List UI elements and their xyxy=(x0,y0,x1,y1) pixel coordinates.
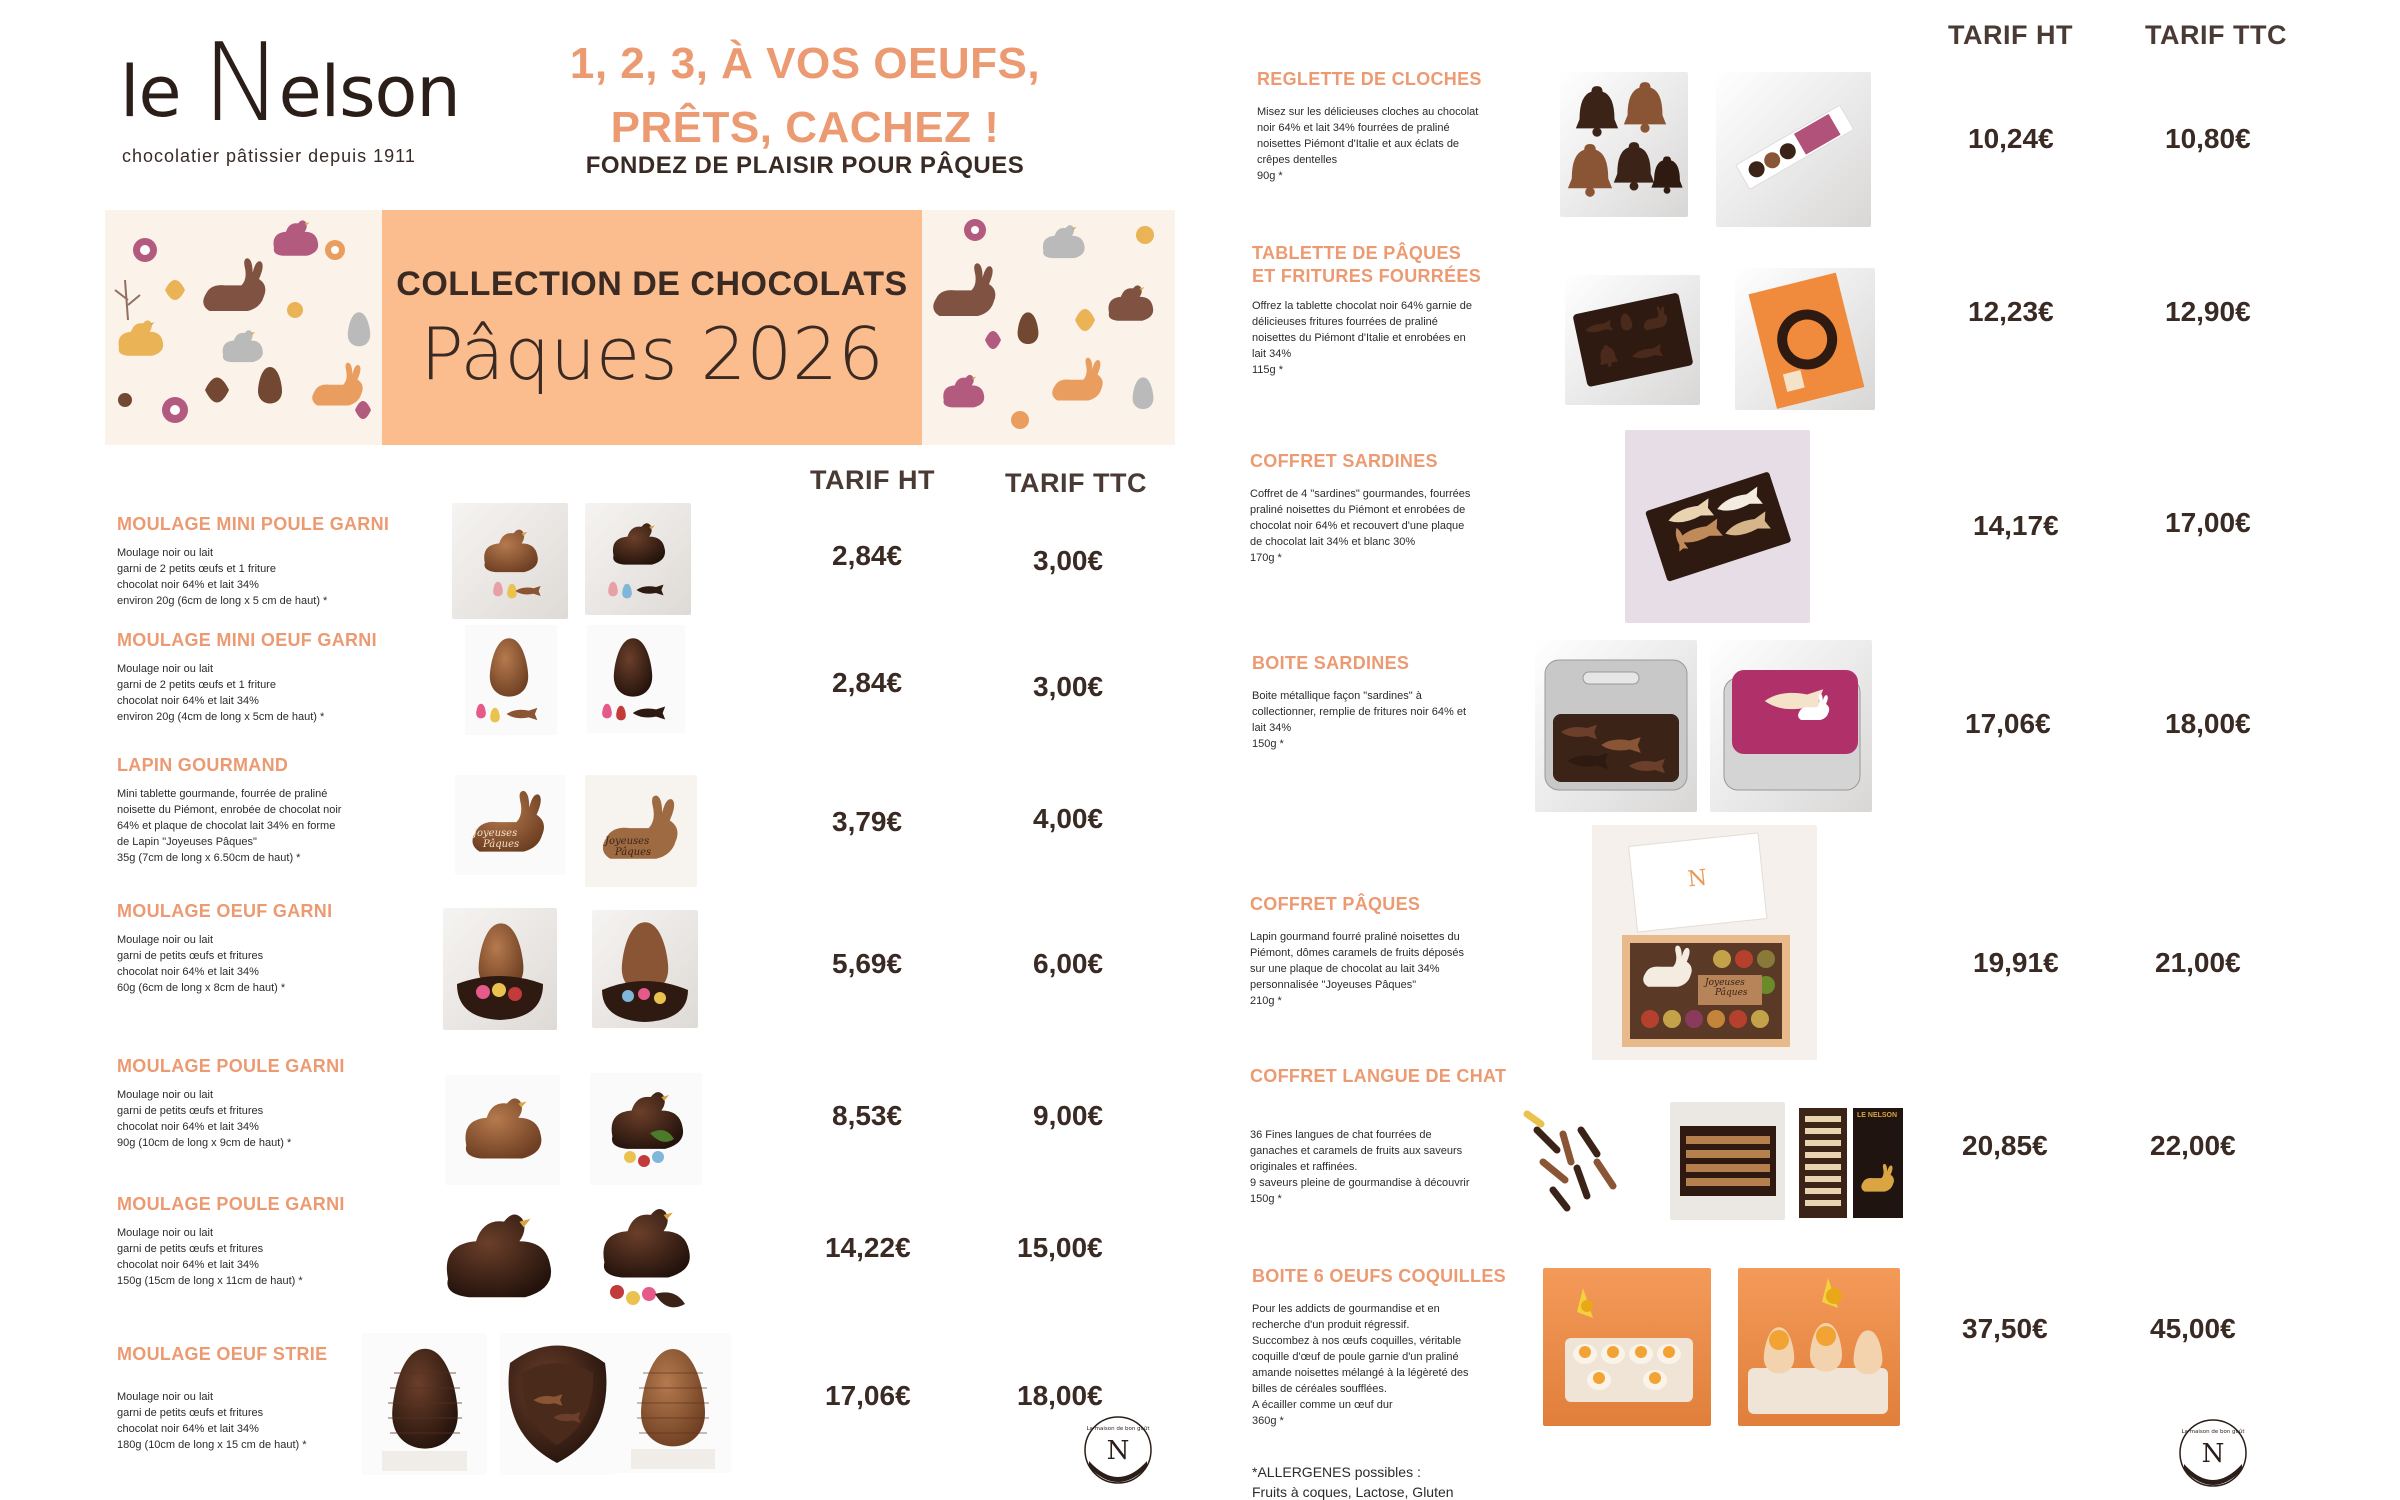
price-ttc: 4,00€ xyxy=(1033,803,1104,834)
svg-text:N: N xyxy=(1686,865,1709,893)
product-coffret-langue-de-chat xyxy=(1250,1065,1520,1208)
price-ht: 12,23€ xyxy=(1968,296,2054,327)
product-name: LAPIN GOURMAND xyxy=(117,755,289,775)
product-photo-tablette-box xyxy=(1735,268,1875,410)
product-description: Moulage noir ou lait garni de petits œufs et fritures chocolat noir 64% et lait 34% 150g (15cm de long x 11cm de haut) * xyxy=(117,1227,303,1288)
product-mini-oeuf xyxy=(117,629,447,726)
price-ttc: 10,80€ xyxy=(2165,123,2251,154)
product-name: MOULAGE OEUF GARNI xyxy=(117,901,333,921)
product-photo-langues-scattered xyxy=(1517,1100,1629,1220)
product-reglette-cloches xyxy=(1257,68,1517,185)
product-photo-hen-90g-dark xyxy=(590,1073,702,1185)
product-name: COFFRET SARDINES xyxy=(1250,451,1438,471)
product-photo-milk-egg xyxy=(465,625,557,735)
product-description: Moulage noir ou lait garni de petits œufs et fritures chocolat noir 64% et lait 34% 180g (10cm de long x 15 cm de haut) * xyxy=(117,1391,307,1452)
product-description: Moulage noir ou lait garni de petits œufs et fritures chocolat noir 64% et lait 34% 90g (10cm de long x 9cm de haut) * xyxy=(117,1089,292,1150)
price-ttc: 21,00€ xyxy=(2155,947,2241,978)
product-photo-bells-box xyxy=(1716,72,1871,227)
product-photo-hen-150g-milk xyxy=(420,1190,575,1320)
price-ht: 19,91€ xyxy=(1973,947,2059,978)
product-coffret-paques xyxy=(1250,893,1515,1010)
product-description: Moulage noir ou lait garni de 2 petits œufs et 1 friture chocolat noir 64% et lait 34% environ 20g (4cm de long x 5cm de haut) * xyxy=(117,663,325,724)
product-name: MOULAGE MINI POULE GARNI xyxy=(117,514,390,534)
price-ttc: 18,00€ xyxy=(2165,708,2251,739)
price-ttc: 18,00€ xyxy=(1017,1380,1103,1411)
product-description: Moulage noir ou lait garni de petits œufs et fritures chocolat noir 64% et lait 34% 60g (6cm de long x 8cm de haut) * xyxy=(117,934,286,995)
product-photo-coffret-paques xyxy=(1592,825,1817,1060)
product-description: Lapin gourmand fourré praliné noisettes du Piémont, dômes caramels de fruits déposés sur une plaque de chocolat au lait 34% personnalisée "Joyeuses Pâques" 210g * xyxy=(1250,931,1464,1008)
maison-seal-right xyxy=(2178,1418,2248,1488)
product-photo-egg-carton xyxy=(1543,1268,1711,1426)
product-poule-garni-90g xyxy=(117,1055,447,1152)
product-name: BOITE SARDINES xyxy=(1252,653,1410,673)
product-description: 36 Fines langues de chat fourrées de ganaches et caramels de fruits aux saveurs originales et raffinées. 9 saveurs pleine de gourmandise à découvrir 150g * xyxy=(1250,1129,1470,1206)
langues-box-label: LE NELSON xyxy=(1857,1112,1898,1119)
product-photo-bunny-plaque-front xyxy=(455,775,565,875)
product-description: Boite métallique façon "sardines" à collectionner, remplie de fritures noir 64% et lait 34% 150g * xyxy=(1252,690,1466,751)
headline-line-2: PRÊTS, CACHEZ ! xyxy=(610,102,1000,152)
price-ht: 3,79€ xyxy=(832,806,903,837)
product-boite-oeufs-coquilles xyxy=(1252,1265,1517,1430)
product-name: TABLETTE DE PÂQUES ET FRITURES FOURRÉES xyxy=(1252,243,1482,287)
product-name: COFFRET LANGUE DE CHAT xyxy=(1250,1066,1507,1086)
product-photo-egg-garni-dark xyxy=(592,910,698,1028)
product-name: MOULAGE POULE GARNI xyxy=(117,1194,345,1214)
price-ht: 37,50€ xyxy=(1962,1313,2048,1344)
product-photo-hen-150g-dark xyxy=(583,1190,708,1325)
headline-subtitle: FONDEZ DE PLAISIR POUR PÂQUES xyxy=(585,152,1025,179)
headline-line-1: 1, 2, 3, À VOS OEUFS, xyxy=(569,39,1041,88)
product-photo-langues-packaging xyxy=(1795,1102,1907,1222)
collection-banner xyxy=(105,210,1175,445)
svg-text:La maison de bon goût: La maison de bon goût xyxy=(2181,1429,2245,1435)
price-ht: 14,22€ xyxy=(825,1232,911,1263)
right-column-header-ttc: TARIF TTC xyxy=(2145,20,2287,50)
product-name: MOULAGE POULE GARNI xyxy=(117,1056,345,1076)
price-ht: 17,06€ xyxy=(825,1380,911,1411)
price-ttc: 3,00€ xyxy=(1033,671,1104,702)
product-photo-langues-box xyxy=(1670,1102,1785,1220)
product-photo-striped-egg-open xyxy=(500,1333,615,1475)
product-mini-poule xyxy=(117,513,447,610)
banner-pattern-right xyxy=(925,210,1175,445)
banner-pattern-left xyxy=(105,210,380,445)
price-ttc: 22,00€ xyxy=(2150,1130,2236,1161)
product-photo-milk-hen xyxy=(452,503,568,619)
price-ht: 14,17€ xyxy=(1973,510,2059,541)
product-description: Misez sur les délicieuses cloches au chocolat noir 64% et lait 34% fourrées de praliné noisettes Piémont d'Italie et aux éclats de crêpes dentelles 90g * xyxy=(1257,106,1479,183)
product-photo-hen-90g-milk xyxy=(445,1075,560,1185)
svg-text:N: N xyxy=(2201,1439,2225,1469)
product-photo-tin-closed xyxy=(1710,640,1872,812)
product-name: BOITE 6 OEUFS COQUILLES xyxy=(1252,1266,1506,1286)
product-name: MOULAGE MINI OEUF GARNI xyxy=(117,630,377,650)
price-ht: 8,53€ xyxy=(832,1100,903,1131)
product-photo-egg-cups xyxy=(1738,1268,1900,1426)
product-photo-tin-open xyxy=(1535,640,1697,812)
brand-wordmark: le Nelson xyxy=(120,21,460,146)
right-column-header-ht: TARIF HT xyxy=(1948,20,2073,50)
product-name: MOULAGE OEUF STRIE xyxy=(117,1344,328,1364)
product-description: Mini tablette gourmande, fourrée de praliné noisette du Piémont, enrobée de chocolat noir 64% et plaque de chocolat lait 34% en forme de Lapin "Joyeuses Pâques" 35g (7cm de long x 6.50cm de haut) * xyxy=(117,788,342,865)
price-ttc: 12,90€ xyxy=(2165,296,2251,327)
price-ht: 2,84€ xyxy=(832,540,903,571)
product-description: Moulage noir ou lait garni de 2 petits œufs et 1 friture chocolat noir 64% et lait 34% environ 20g (6cm de long x 5 cm de haut) * xyxy=(117,547,328,608)
price-ttc: 9,00€ xyxy=(1033,1100,1104,1131)
product-photo-dark-egg xyxy=(587,625,685,733)
product-photo-striped-egg-milk xyxy=(613,1333,731,1473)
product-description: Offrez la tablette chocolat noir 64% garnie de délicieuses fritures fourrées de praliné noisettes du Piémont d'Italie et enrobées en lait 34% 115g * xyxy=(1252,299,1472,376)
coffret-plaque-text: Joyeuses Pâques xyxy=(1705,978,1748,998)
headline xyxy=(545,32,1065,160)
banner-kicker: COLLECTION DE CHOCOLATS xyxy=(396,265,908,303)
product-description: Coffret de 4 "sardines" gourmandes, fourrées praliné noisettes du Piémont et enrobées de chocolat noir 64% et recouvert d'une plaque de chocolat lait 34% et blanc 30% 170g * xyxy=(1250,488,1471,565)
product-photo-striped-egg-dark xyxy=(362,1333,487,1475)
product-photo-tablette xyxy=(1565,275,1700,405)
price-ht: 10,24€ xyxy=(1968,123,2054,154)
product-name: COFFRET PÂQUES xyxy=(1250,894,1421,914)
banner-title-block xyxy=(382,210,922,445)
bunny-plaque-text: Joyeuses Pâques xyxy=(605,836,652,858)
product-photo-sardines-box xyxy=(1625,430,1810,623)
left-column-header-ht: TARIF HT xyxy=(810,465,935,495)
allergens-note: *ALLERGENES possibles : Fruits à coques, Lactose, Gluten xyxy=(1252,1464,1454,1500)
brand-tagline: chocolatier pâtissier depuis 1911 xyxy=(122,146,416,166)
product-lapin-gourmand xyxy=(117,754,447,867)
product-boite-sardines xyxy=(1252,652,1517,753)
price-ttc: 15,00€ xyxy=(1017,1232,1103,1263)
price-ttc: 3,00€ xyxy=(1033,545,1104,576)
svg-text:La maison de bon goût: La maison de bon goût xyxy=(1086,1426,1150,1432)
brand-logo xyxy=(120,21,460,167)
banner-title: Pâques 2026 xyxy=(420,312,884,396)
product-tablette-paques xyxy=(1252,242,1517,378)
product-photo-dark-hen xyxy=(585,503,691,615)
product-photo-egg-garni-milk xyxy=(443,908,557,1030)
product-name: REGLETTE DE CLOCHES xyxy=(1257,69,1482,89)
product-description: Pour les addicts de gourmandise et en recherche d'un produit régressif. Succombez à nos œufs coquilles, véritable coquille d'œuf de poule garnie d'un praliné amande noisettes mélangé à la légèreté des billes de céréales soufflées. A écailler comme un œuf dur 360g * xyxy=(1252,1303,1469,1427)
price-ttc: 6,00€ xyxy=(1033,948,1104,979)
product-poule-garni-150g xyxy=(117,1193,447,1290)
maison-seal-left xyxy=(1083,1415,1153,1485)
price-ttc: 17,00€ xyxy=(2165,507,2251,538)
product-coffret-sardines xyxy=(1250,450,1515,567)
price-ttc: 45,00€ xyxy=(2150,1313,2236,1344)
product-photo-bells xyxy=(1560,72,1688,217)
price-ht: 2,84€ xyxy=(832,667,903,698)
product-photo-bunny-plaque-alt xyxy=(585,775,697,887)
svg-text:N: N xyxy=(1106,1436,1130,1466)
left-column-header-ttc: TARIF TTC xyxy=(1005,468,1147,498)
bunny-plaque-text: Joyeuses Pâques xyxy=(473,828,520,850)
price-ht: 5,69€ xyxy=(832,948,903,979)
price-ht: 20,85€ xyxy=(1962,1130,2048,1161)
price-ht: 17,06€ xyxy=(1965,708,2051,739)
product-oeuf-garni xyxy=(117,900,447,997)
